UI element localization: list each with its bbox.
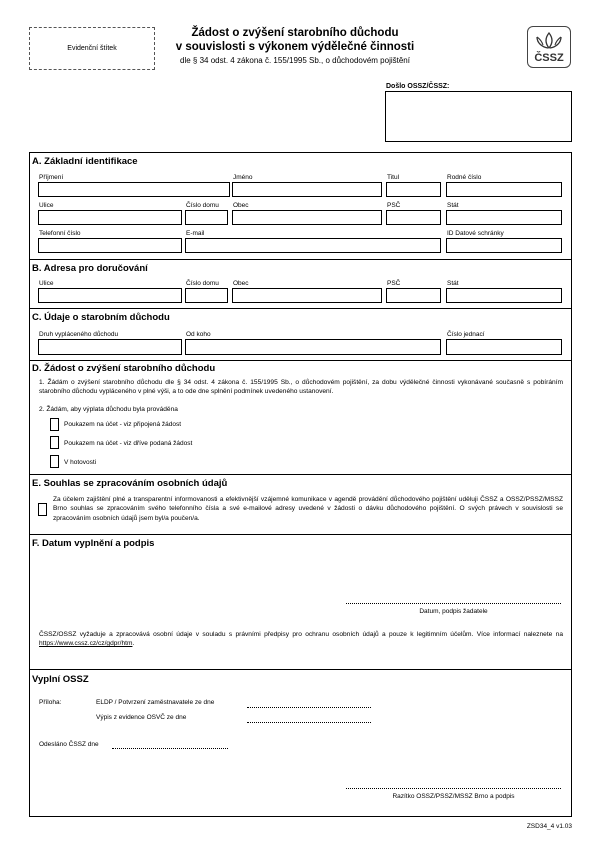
title-field[interactable] <box>386 182 441 197</box>
section-b-title: B. Adresa pro doručování <box>32 263 148 274</box>
payment-option-label: Poukazem na účet - viz připojená žádost <box>64 421 182 428</box>
received-box[interactable] <box>385 91 572 142</box>
consent-checkbox[interactable] <box>38 503 47 516</box>
email-label: E-mail <box>186 230 205 237</box>
payment-option-checkbox[interactable] <box>50 455 59 468</box>
gdpr-link[interactable]: https://www.cssz.cz/cz/gdpr/htm <box>39 640 133 648</box>
reference-number-field[interactable] <box>446 339 562 355</box>
postcode-field[interactable] <box>386 210 441 225</box>
section-divider <box>29 474 572 475</box>
form-title <box>155 26 435 54</box>
birth-number-label: Rodné číslo <box>447 174 482 181</box>
sent-date-line[interactable] <box>112 748 228 749</box>
pension-type-label: Druh vypláceného důchodu <box>39 331 119 338</box>
first-name-label: Jméno <box>233 174 253 181</box>
since-field[interactable] <box>185 339 441 355</box>
b-house-number-label: Číslo domu <box>186 280 219 287</box>
ossz-stamp-label: Razítko OSSZ/PSSZ/MSSZ Brno a podpis <box>392 793 515 800</box>
privacy-notice <box>39 630 563 649</box>
b-postcode-label: PSČ <box>387 280 401 287</box>
postcode-label: PSČ <box>387 202 401 209</box>
cssz-lily-icon <box>528 30 570 52</box>
email-field[interactable] <box>185 238 441 253</box>
section-d-title: D. Žádost o zvýšení starobního důchodu <box>32 363 216 374</box>
eldp-date-line[interactable] <box>247 707 371 708</box>
b-country-field[interactable] <box>446 288 562 303</box>
registration-stamp-label: Evidenční štítek <box>67 45 117 52</box>
phone-field[interactable] <box>38 238 182 253</box>
section-f-title: F. Datum vyplnění a podpis <box>32 538 155 549</box>
surname-field[interactable] <box>38 182 230 197</box>
form-subtitle: dle § 34 odst. 4 zákona č. 155/1995 Sb., o důchodovém pojištění <box>180 56 410 65</box>
cssz-logo <box>527 26 571 68</box>
b-municipality-field[interactable] <box>232 288 382 303</box>
country-field[interactable] <box>446 210 562 225</box>
pension-type-field[interactable] <box>38 339 182 355</box>
payment-option-checkbox[interactable] <box>50 418 59 431</box>
form-title-line2: v souvislosti s výkonem výdělečné činnosti <box>175 41 415 53</box>
section-divider <box>29 308 572 309</box>
request-item-1: 1. Žádám o zvýšení starobního důchodu dle § 34 odst. 4 zákona č. 155/1995 Sb., o důchodovém pojištění, za dobu výdělečné činnosti vykonávané současně s pobíráním starobního důchodu vypláceného v plné výši, a to ode dne splnění podmínek uvedeného ustanovení. <box>39 379 563 396</box>
section-divider <box>29 259 572 260</box>
payment-option-label: Poukazem na účet - viz dříve podaná žádost <box>64 440 193 447</box>
house-number-field[interactable] <box>185 210 228 225</box>
section-divider <box>29 534 572 535</box>
form-code: ZSD34_4 v1.03 <box>526 823 572 830</box>
signature-label: Datum, podpis žadatele <box>419 608 488 615</box>
eldp-label: ELDP / Potvrzení zaměstnavatele ze dne <box>96 699 215 706</box>
section-c-title: C. Údaje o starobním důchodu <box>32 312 170 323</box>
street-label: Ulice <box>39 202 54 209</box>
payment-option-label: V hotovosti <box>64 459 97 466</box>
cssz-logo-text: ČSSZ <box>534 52 564 64</box>
birth-number-field[interactable] <box>446 182 562 197</box>
privacy-notice-end: . <box>132 640 135 648</box>
first-name-field[interactable] <box>232 182 382 197</box>
phone-label: Telefonní číslo <box>39 230 81 237</box>
section-divider <box>29 360 572 361</box>
request-item-2: 2. Žádám, aby výplata důchodu byla prováděna <box>39 406 178 413</box>
municipality-field[interactable] <box>232 210 382 225</box>
country-label: Stát <box>447 202 459 209</box>
ossz-section-title: Vyplní OSSZ <box>32 674 89 685</box>
attachment-label: Příloha: <box>39 699 62 706</box>
section-e-title: E. Souhlas se zpracováním osobních údajů <box>32 478 228 489</box>
data-box-id-field[interactable] <box>446 238 562 253</box>
consent-text: Za účelem zajištění plné a transparentní informovanosti a efektivnější vzájemné komunikace v agendě provádění důchodového pojištění uděluji ČSSZ a OSSZ/PSSZ/MSSZ Brno souhlas se zpracováním svého telefonního čísla a své e-mailové adresy uvedené v žádosti o dávku důchodového pojištění. O svých právech v souvislosti se zpracováním osobních údajů jsem byl/a poučen/a. <box>53 496 563 522</box>
reference-number-label: Číslo jednací <box>447 331 485 338</box>
b-street-label: Ulice <box>39 280 54 287</box>
signature-line[interactable] <box>346 603 561 604</box>
form-title-line1: Žádost o zvýšení starobního důchodu <box>191 27 399 39</box>
b-postcode-field[interactable] <box>386 288 441 303</box>
since-label: Od koho <box>186 331 211 338</box>
surname-label: Příjmení <box>39 174 64 181</box>
b-municipality-label: Obec <box>233 280 249 287</box>
payment-option-checkbox[interactable] <box>50 436 59 449</box>
osvc-date-line[interactable] <box>247 722 371 723</box>
ossz-stamp-line[interactable] <box>346 788 561 789</box>
house-number-label: Číslo domu <box>186 202 219 209</box>
street-field[interactable] <box>38 210 182 225</box>
section-a-title: A. Základní identifikace <box>32 156 138 167</box>
title-label: Titul <box>387 174 400 181</box>
section-divider <box>29 669 572 670</box>
b-house-number-field[interactable] <box>185 288 228 303</box>
b-country-label: Stát <box>447 280 459 287</box>
data-box-id-label: ID Datové schránky <box>447 230 504 237</box>
received-label: Došlo OSSZ/ČSSZ: <box>386 83 450 90</box>
privacy-notice-text: ČSSZ/OSSZ vyžaduje a zpracovává osobní údaje v souladu s právními předpisy pro ochranu osobních údajů a pouze k legitimním účelům. Více informací naleznete na <box>39 631 563 638</box>
municipality-label: Obec <box>233 202 249 209</box>
osvc-label: Výpis z evidence OSVČ ze dne <box>96 714 187 721</box>
b-street-field[interactable] <box>38 288 182 303</box>
sent-label: Odesláno ČSSZ dne <box>39 741 99 748</box>
